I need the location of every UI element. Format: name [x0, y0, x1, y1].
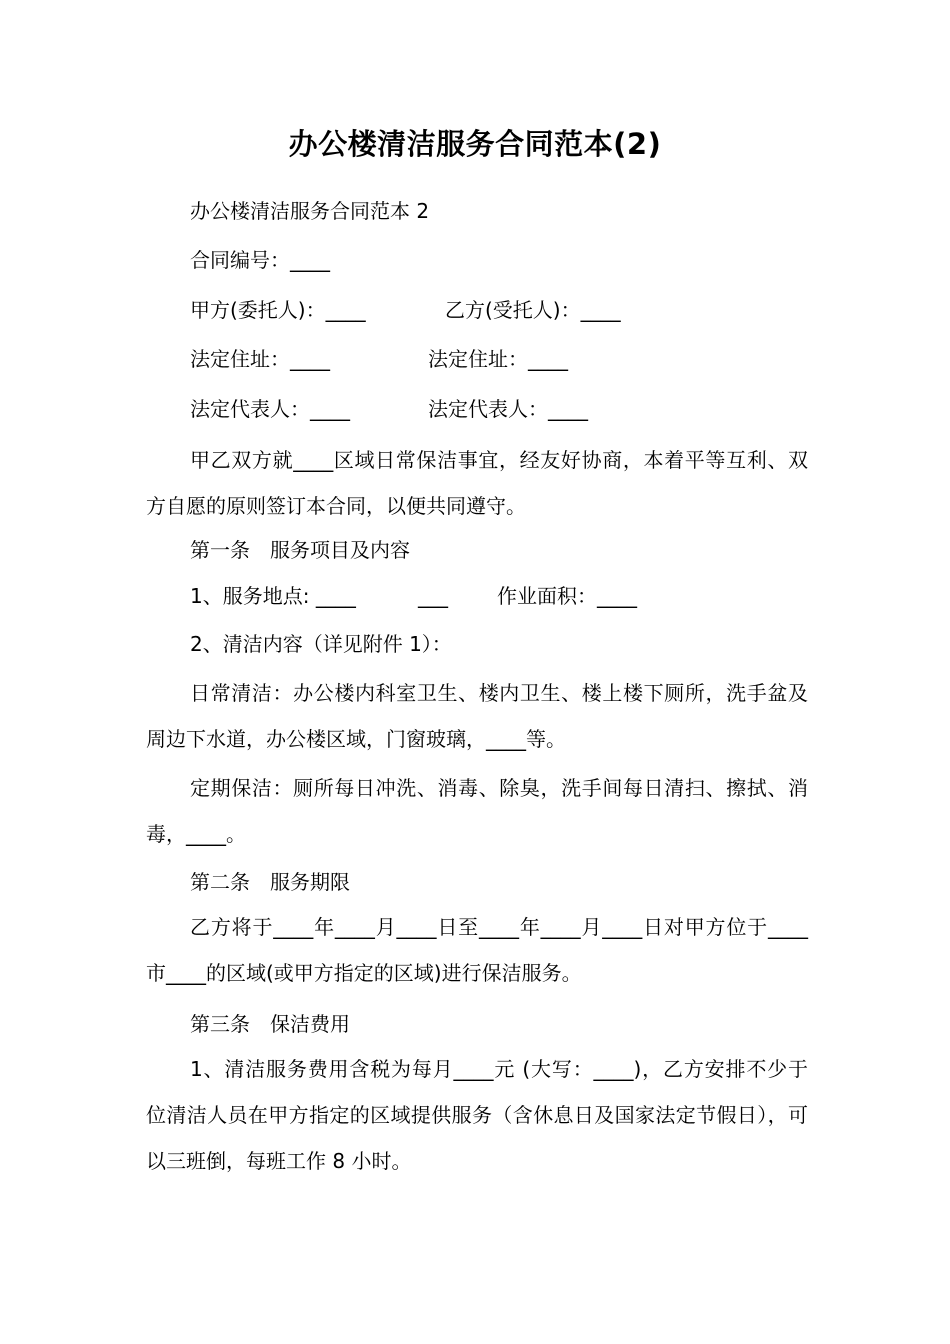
document-subtitle: 办公楼清洁服务合同范本 2: [190, 199, 430, 223]
representative-b: 法定代表人：____: [428, 397, 588, 421]
fee-paragraph: 1、清洁服务费用含税为每月____元 (大写：____)，乙方安排不少于 位清洁人员在甲方指定的区域提供服务（含休息日及国家法定节假日），可以三班倒，每班工作 8 小时。: [146, 1057, 835, 1173]
service-location: 1、服务地点: ____: [190, 584, 356, 608]
contract-number: 合同编号：____: [190, 248, 330, 272]
article-2-title: 第二条 服务期限: [190, 870, 350, 894]
document-title: 办公楼清洁服务合同范本(2): [288, 127, 662, 161]
service-location-blank: ___: [418, 584, 448, 608]
article-1-title: 第一条 服务项目及内容: [190, 538, 410, 562]
representative-a: 法定代表人：____: [190, 397, 350, 421]
periodic-cleaning-paragraph: 定期保洁：厕所每日冲洗、消毒、除臭，洗手间每日清扫、擦拭、消毒，____。: [146, 776, 808, 846]
daily-cleaning-paragraph: 日常清洁：办公楼内科室卫生、楼内卫生、楼上楼下厕所，洗手盆及周边下水道，办公楼区域，门窗玻璃，____等。: [146, 681, 808, 751]
party-b: 乙方(受托人)：____: [445, 298, 621, 322]
work-area: 作业面积：____: [497, 584, 637, 608]
cleaning-content: 2、清洁内容（详见附件 1）：: [190, 632, 452, 656]
intro-paragraph: 甲乙双方就____区域日常保洁事宜，经友好协商，本着平等互利、双方自愿的原则签订本合同，以便共同遵守。: [146, 448, 808, 518]
address-b: 法定住址：____: [428, 347, 568, 371]
article-3-title: 第三条 保洁费用: [190, 1012, 350, 1036]
service-period-paragraph: 乙方将于____年____月____日至____年____月____日对甲方位于____市____的区域(或甲方指定的区域)进行保洁服务。: [146, 915, 808, 985]
party-a: 甲方(委托人)：____: [190, 298, 366, 322]
address-a: 法定住址：____: [190, 347, 330, 371]
